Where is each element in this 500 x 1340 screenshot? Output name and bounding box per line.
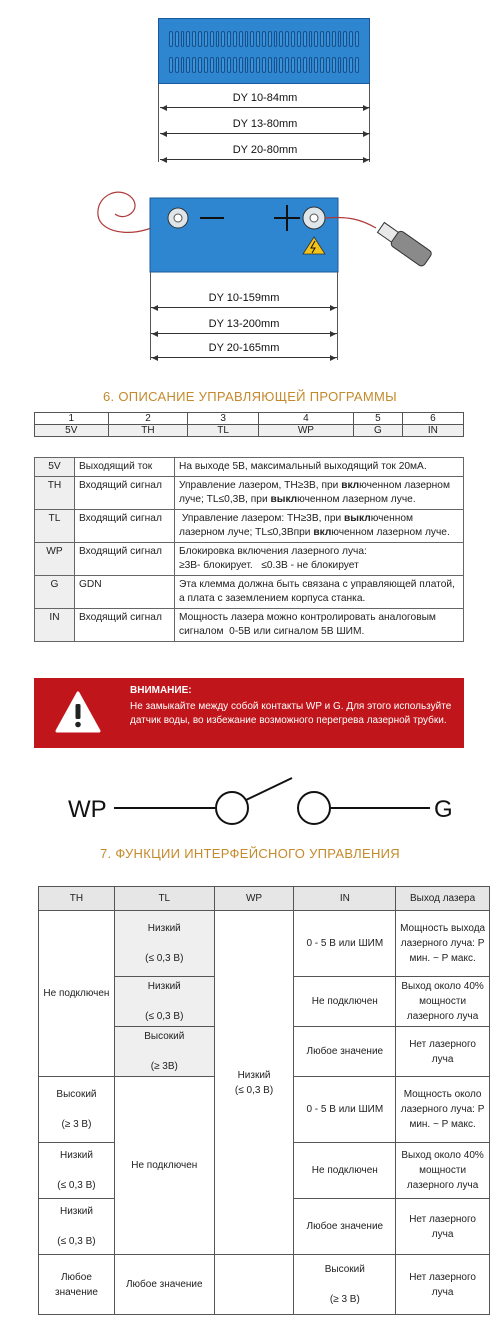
dimension-label: DY 10-159mm <box>208 292 280 304</box>
switch-lever <box>246 778 292 800</box>
pin-name: G <box>353 425 402 437</box>
dim-guide-right <box>337 272 338 360</box>
pin-number-table <box>34 412 464 437</box>
th-cell: Не подключен <box>39 911 115 1077</box>
output-cell: Нет лазерного луча <box>396 1199 490 1255</box>
output-cell: Нет лазерного луча <box>396 1027 490 1077</box>
pin-number: 2 <box>108 413 188 425</box>
dimension-row <box>151 334 337 358</box>
column-header: Выход лазера <box>396 887 490 911</box>
dimension-label: DY 13-200mm <box>208 318 280 330</box>
switch-diagram <box>60 772 470 844</box>
switch-label-g: G <box>434 796 453 823</box>
warning-text: Не замыкайте между собой контакты WP и G. Для этого используйте датчик воды, во избежание возможного перегрева лазерной трубки. <box>130 701 452 726</box>
description-cell: Эта клемма должна быть связана с управляющей платой, а плата с заземлением корпуса станка. <box>175 576 464 609</box>
pin-number: 1 <box>35 413 109 425</box>
pin-name-row <box>35 425 464 437</box>
tl-cell: Высокий (≥ 3В) <box>114 1027 214 1077</box>
pin-number-row <box>35 413 464 425</box>
in-cell: Не подключен <box>294 977 396 1027</box>
signal-type-cell: Входящий сигнал <box>75 477 175 510</box>
dimension-row <box>160 136 370 160</box>
pin-name: WP <box>258 425 353 437</box>
dimension-label: DY 13-80mm <box>232 118 298 130</box>
pin-cell: G <box>35 576 75 609</box>
description-cell: Мощность лазера можно контролировать аналоговым сигналом 0-5В или сигналом 5В ШИМ. <box>175 609 464 642</box>
description-cell: Управление лазером, TH≥3B, при включенном лазерном луче; TL≤0,3B, при выключенном лазерном луче. <box>175 477 464 510</box>
output-cell: Мощность выхода лазерного луча: Р мин. ~ Р макс. <box>396 911 490 977</box>
pin-cell: IN <box>35 609 75 642</box>
signal-type-cell: Выходящий ток <box>75 458 175 477</box>
column-header: TL <box>114 887 214 911</box>
pin-cell: TH <box>35 477 75 510</box>
table-row <box>39 1255 490 1315</box>
wp-cell <box>214 1255 294 1315</box>
pin-name: 5V <box>35 425 109 437</box>
switch-contact-left <box>216 792 248 824</box>
table-header-row <box>39 887 490 911</box>
pin-number: 6 <box>402 413 463 425</box>
dimension-label: DY 20-80mm <box>232 144 298 156</box>
switch-label-wp: WP <box>68 796 107 823</box>
dim-guide-left <box>158 84 159 162</box>
warning-title: ВНИМАНИЕ: <box>130 685 192 696</box>
in-cell: 0 - 5 В или ШИМ <box>294 911 396 977</box>
pin-cell: TL <box>35 510 75 543</box>
signal-type-cell: GDN <box>75 576 175 609</box>
table-row <box>35 477 464 510</box>
signal-type-cell: Входящий сигнал <box>75 543 175 576</box>
tube-grill-row-2 <box>169 57 359 73</box>
pin-description-table <box>34 457 464 642</box>
output-cell: Мощность около лазерного луча: Р мин. ~ Р макс. <box>396 1077 490 1143</box>
dimension-row <box>160 84 370 108</box>
section-7-title: 7. ФУНКЦИИ ИНТЕРФЕЙСНОГО УПРАВЛЕНИЯ <box>100 846 400 861</box>
dimension-row <box>151 284 337 308</box>
warning-triangle-icon <box>54 690 102 734</box>
tl-cell: Низкий (≤ 0,3 В) <box>114 977 214 1027</box>
interface-function-table <box>38 886 490 1315</box>
description-cell: На выходе 5В, максимальный выходящий ток 20мА. <box>175 458 464 477</box>
pin-cell: 5V <box>35 458 75 477</box>
tube-grill-row-1 <box>169 31 359 47</box>
section-6-title: 6. ОПИСАНИЕ УПРАВЛЯЮЩЕЙ ПРОГРАММЫ <box>103 389 397 404</box>
signal-type-cell: Входящий сигнал <box>75 609 175 642</box>
hv-connector-plug <box>376 220 433 267</box>
pin-name: TH <box>108 425 188 437</box>
table-row <box>39 911 490 977</box>
tl-cell: Низкий (≤ 0,3 В) <box>114 911 214 977</box>
pin-number: 5 <box>353 413 402 425</box>
pin-cell: WP <box>35 543 75 576</box>
description-cell: Блокировка включения лазерного луча: ≥3В- блокирует. ≤0.3В - не блокирует <box>175 543 464 576</box>
column-header: IN <box>294 887 396 911</box>
column-header: WP <box>214 887 294 911</box>
table-row <box>35 609 464 642</box>
description-cell: Управление лазером: TH≥3B, при выключенном лазерном луче; TL≤0,3Bпри включенном лазерном луче. <box>175 510 464 543</box>
output-cell: Нет лазерного луча <box>396 1255 490 1315</box>
dimension-row <box>160 110 370 134</box>
th-cell: Низкий (≤ 0,3 В) <box>39 1143 115 1199</box>
wired-tube-diagram <box>80 180 460 280</box>
column-header: TH <box>39 887 115 911</box>
dimension-label: DY 10-84mm <box>232 92 298 104</box>
signal-type-cell: Входящий сигнал <box>75 510 175 543</box>
wp-cell: Низкий (≤ 0,3 В) <box>214 911 294 1255</box>
in-cell: 0 - 5 В или ШИМ <box>294 1077 396 1143</box>
table-row <box>35 543 464 576</box>
dimension-row <box>151 310 337 334</box>
table-row <box>35 458 464 477</box>
pin-number: 3 <box>188 413 258 425</box>
pin-number: 4 <box>258 413 353 425</box>
table-row <box>35 576 464 609</box>
th-cell: Любое значение <box>39 1255 115 1315</box>
switch-contact-right <box>298 792 330 824</box>
pin-name: TL <box>188 425 258 437</box>
warning-banner <box>34 678 464 748</box>
pin-name: IN <box>402 425 463 437</box>
in-cell: Любое значение <box>294 1199 396 1255</box>
tl-cell: Не подключен <box>114 1077 214 1255</box>
output-cell: Выход около 40% мощности лазерного луча <box>396 1143 490 1199</box>
laser-tube-top <box>158 18 370 84</box>
dimension-label: DY 20-165mm <box>208 342 280 354</box>
th-cell: Низкий (≤ 0,3 В) <box>39 1199 115 1255</box>
in-cell: Не подключен <box>294 1143 396 1199</box>
table-row <box>35 510 464 543</box>
tl-cell: Любое значение <box>114 1255 214 1315</box>
in-cell: Любое значение <box>294 1027 396 1077</box>
in-cell: Высокий (≥ 3 В) <box>294 1255 396 1315</box>
output-cell: Выход около 40% мощности лазерного луча <box>396 977 490 1027</box>
th-cell: Высокий (≥ 3 В) <box>39 1077 115 1143</box>
